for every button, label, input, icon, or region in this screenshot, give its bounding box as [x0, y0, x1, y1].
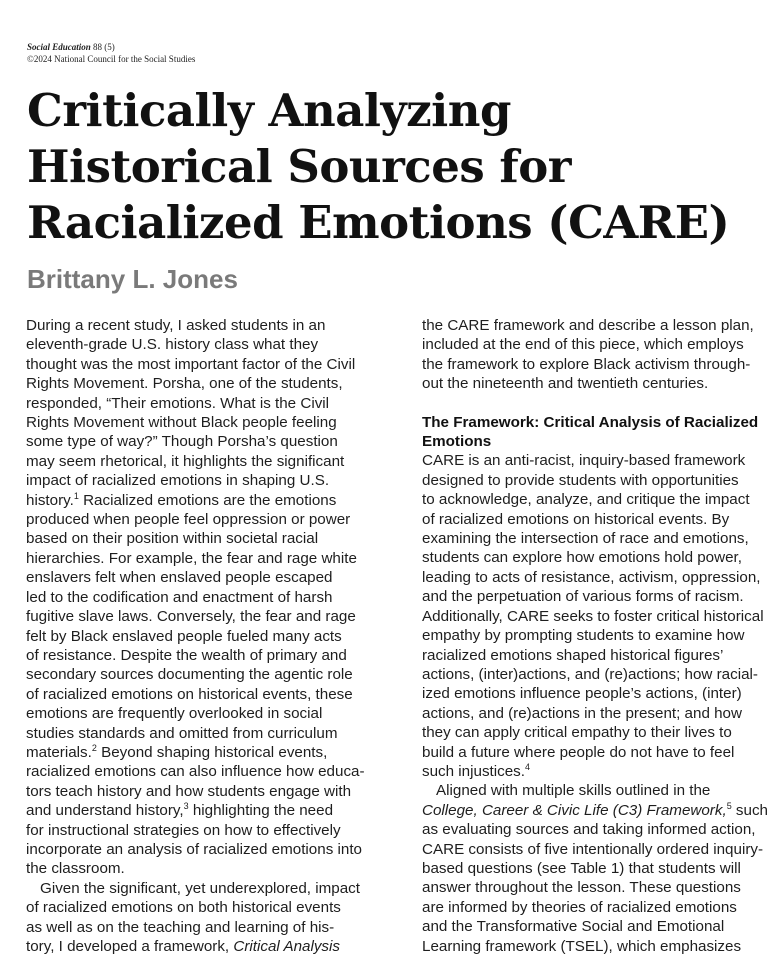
text-line: Given the significant, yet underexplored, impact [40, 879, 360, 897]
text-line: Additionally, CARE seeks to foster critical historical [422, 607, 764, 625]
second-paragraph [26, 879, 378, 957]
text-line: of racialized emotions on historical events, these [26, 685, 353, 703]
text-line: as well as on the teaching and learning of his- [26, 918, 335, 936]
text-line: racialized emotions can also influence how educa- [26, 763, 365, 781]
journal-citation [27, 41, 195, 53]
section-heading [422, 413, 780, 452]
text-line: fugitive slave laws. Conversely, the fear and rage [26, 608, 356, 626]
text-line: students can explore how emotions hold power, [422, 549, 742, 567]
footnote-ref: 1 [73, 490, 79, 501]
text-line: and the perpetuation of various forms of racism. [422, 588, 744, 606]
text-line: may seem rhetorical, it highlights the significant [26, 452, 345, 470]
text-line: included at the end of this piece, which employs [422, 336, 744, 354]
right-text-column [422, 316, 780, 956]
continued-paragraph [422, 316, 780, 394]
text-line: as evaluating sources and taking informed action, [422, 821, 756, 839]
footnote-ref: 3 [183, 801, 189, 812]
c3-paragraph [422, 781, 780, 956]
copyright-line: ©2024 National Council for the Social Studies [27, 54, 196, 64]
heading-line: The Framework: Critical Analysis of Racialized [422, 413, 759, 431]
text-line: Learning framework (TSEL), which emphasizes [422, 937, 742, 955]
text-line: the classroom. [26, 860, 125, 878]
text-line: hierarchies. For example, the fear and rage white [26, 549, 357, 567]
text-line: examining the intersection of race and emotions, [422, 530, 749, 548]
text-line: based questions (see Table 1) that students will [422, 859, 741, 877]
text-line: actions, and (re)actions in the present; and how [422, 704, 742, 722]
text-line: enslavers felt when enslaved people escaped [26, 569, 333, 587]
footnote-ref: 4 [524, 761, 530, 772]
left-text-column [26, 316, 378, 956]
text-line: ized emotions influence people’s actions, (inter) [422, 685, 742, 703]
title-line: Historical Sources for [27, 140, 571, 193]
journal-issue: 88 (5) [93, 42, 115, 52]
masthead [27, 41, 195, 65]
journal-name: Social Education [27, 42, 91, 52]
text-line: eleventh-grade U.S. history class what they [26, 336, 319, 354]
text-line: answer throughout the lesson. These questions [422, 879, 741, 897]
text-line: they can apply critical empathy to their lives to [422, 724, 732, 742]
text-line: the CARE framework and describe a lesson plan, [422, 317, 754, 334]
footnote-ref: 2 [91, 742, 97, 753]
text-line: are informed by theories of racialized emotions [422, 898, 737, 916]
text-line: During a recent study, I asked students in an [26, 317, 326, 334]
text-line: led to the codification and enactment of harsh [26, 588, 333, 606]
title-line: Racialized Emotions (CARE) [27, 196, 730, 249]
text-line: studies standards and omitted from curriculum [26, 724, 338, 742]
text-line: based on their position within societal racial [26, 530, 319, 548]
text-line: history.$^1$ Racialized emotions are the emotions [26, 490, 337, 509]
text-line: such injustices.$^4$ [422, 761, 530, 780]
text-line: for instructional strategies on how to effectively [26, 821, 341, 839]
text-line: materials.$^2$ Beyond shaping historical events, [26, 742, 328, 761]
text-line: secondary sources documenting the agentic role [26, 666, 353, 684]
text-line: racialized emotions shaped historical figures’ [422, 646, 724, 664]
heading-line: Emotions [422, 433, 492, 451]
text-line: impact of racialized emotions in shaping U.S. [26, 472, 330, 490]
text-line: responded, “Their emotions. What is the Civil [26, 394, 330, 412]
text-line: to acknowledge, analyze, and critique the impact [422, 491, 750, 509]
text-line: Rights Movement. Porsha, one of the students, [26, 375, 343, 393]
text-line: produced when people feel oppression or power [26, 511, 351, 529]
text-line: of racialized emotions on historical events. By [422, 510, 730, 528]
text-line: designed to provide students with opportunities [422, 471, 739, 489]
text-line: out the nineteenth and twentieth centuries. [422, 375, 709, 393]
text-line: incorporate an analysis of racialized emotions into [26, 840, 362, 858]
text-line: empathy by prompting students to examine how [422, 627, 745, 645]
article-title [27, 83, 767, 251]
title-line: Critically Analyzing [27, 84, 511, 137]
text-line: Aligned with multiple skills outlined in the [436, 782, 711, 800]
text-line: Rights Movement without Black people feeling [26, 414, 337, 432]
text-line: thought was the most important factor of the Civil [26, 355, 356, 373]
text-line: some type of way?” Though Porsha’s question [26, 433, 338, 451]
text-line: tors teach history and how students engage with [26, 782, 352, 800]
text-line: tory, I developed a framework, Critical Analysis [26, 938, 340, 955]
framework-paragraph [422, 451, 780, 781]
text-line: build a future where people do not have to feel [422, 743, 735, 761]
text-line: actions, (inter)actions, and (re)actions; how racial- [422, 665, 758, 683]
text-line: and the Transformative Social and Emotional [422, 918, 725, 936]
text-line: leading to acts of resistance, activism, oppression, [422, 568, 761, 586]
text-line: emotions are frequently overlooked in social [26, 705, 323, 723]
text-line: the framework to explore Black activism through- [422, 355, 751, 373]
text-line: CARE is an anti-racist, inquiry-based framework [422, 452, 746, 470]
footnote-ref: 5 [726, 800, 732, 811]
text-line: College, Career & Civic Life (C3) Framework,$^5$ such [422, 800, 769, 819]
intro-paragraph [26, 316, 378, 879]
text-line: felt by Black enslaved people fueled many acts [26, 627, 342, 645]
text-line: of racialized emotions on both historical events [26, 899, 341, 917]
text-line: and understand history,$^3$ highlighting the need [26, 801, 334, 820]
article-author: Brittany L. Jones [27, 264, 238, 294]
text-line: CARE consists of five intentionally ordered inquiry- [422, 840, 764, 858]
text-line: of resistance. Despite the wealth of primary and [26, 646, 347, 664]
